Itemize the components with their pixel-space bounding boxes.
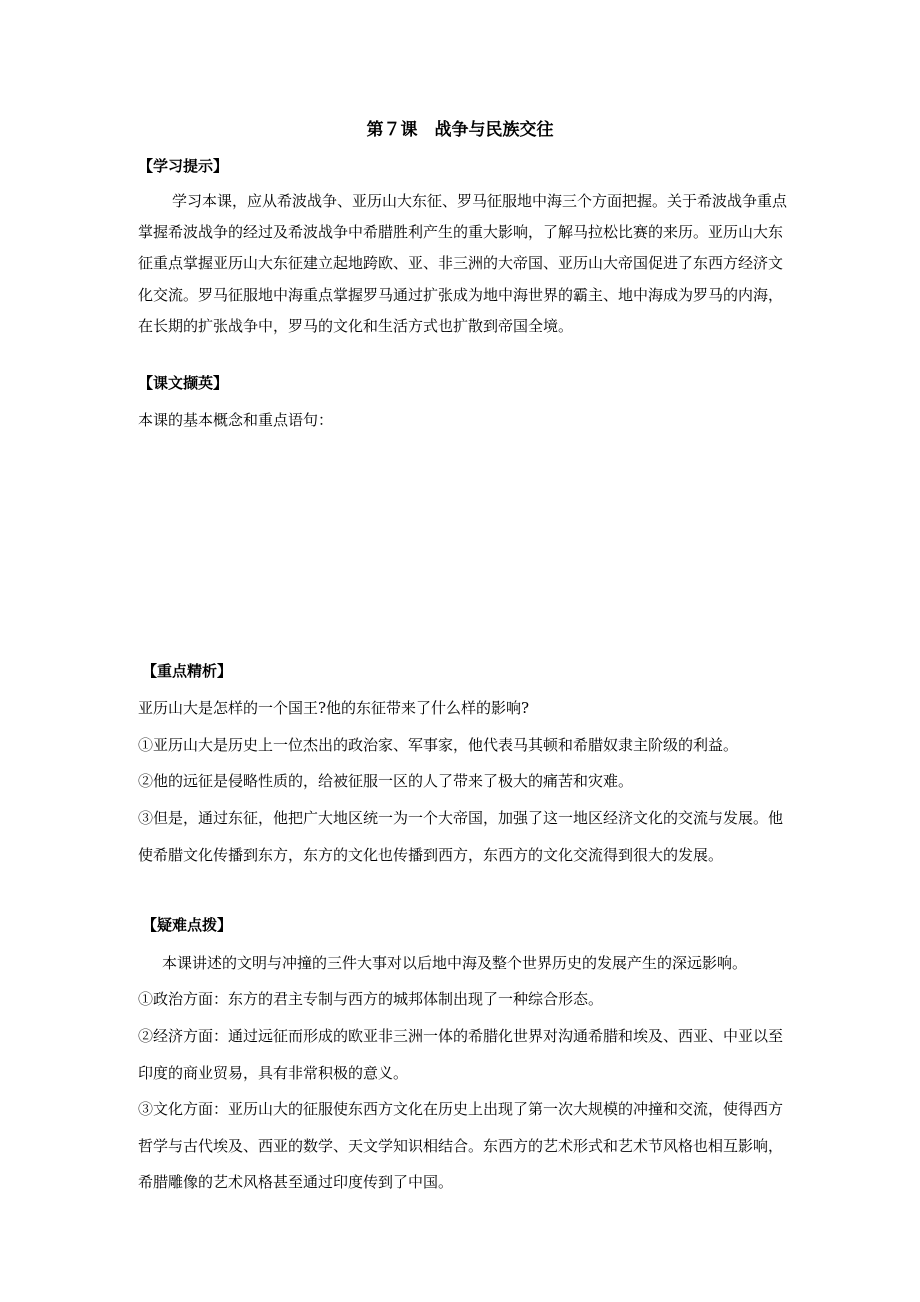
difficulty-point-1: ①政治方面：东方的君主专制与西方的城邦体制出现了一种综合形态。: [138, 990, 604, 1008]
page-title: 第７课 战争与民族交往: [366, 120, 554, 140]
section-heading-key-analysis: 【重点精析】: [142, 662, 233, 680]
key-analysis-question: 亚历山大是怎样的一个国王?他的东征带来了什么样的影响?: [138, 699, 530, 717]
section-heading-difficulty: 【疑难点拨】: [142, 916, 233, 934]
excerpt-text: 本课的基本概念和重点语句：: [138, 411, 334, 429]
section-heading-tips: 【学习提示】: [138, 157, 229, 175]
key-analysis-point-2: ②他的远征是侵略性质的，给被征服一区的人了带来了极大的痛苦和灾难。: [138, 772, 634, 790]
difficulty-intro: 本课讲述的文明与冲撞的三件大事对以后地中海及整个世界历史的发展产生的深远影响。: [162, 954, 748, 972]
difficulty-point-3: ③文化方面：亚历山大的征服使东西方文化在历史上出现了第一次大规模的冲撞和交流，使得西方哲学与古代埃及、西亚的数学、天文学知识相结合。东西方的艺术形式和艺术节风格也相互影响，希腊雕像的艺术风格甚至通过印度传到了中国。: [138, 1100, 784, 1191]
key-analysis-point-3: ③但是，通过东征，他把广大地区统一为一个大帝国，加强了这一地区经济文化的交流与发展。他使希腊文化传播到东方，东方的文化也传播到西方，东西方的文化交流得到很大的发展。: [138, 809, 784, 864]
tips-paragraph: 学习本课，应从希波战争、亚历山大东征、罗马征服地中海三个方面把握。关于希波战争重点掌握希波战争的经过及希波战争中希腊胜利产生的重大影响，了解马拉松比赛的来历。亚历山大东征重点掌握亚历山大东征建立起地跨欧、亚、非三洲的大帝国、亚历山大帝国促进了东西方经济文化交流。罗马征服地中海重点掌握罗马通过扩张成为地中海世界的霸主、地中海成为罗马的内海，在长期的扩张战争中，罗马的文化和生活方式也扩散到帝国全境。: [138, 192, 788, 335]
difficulty-point-2: ②经济方面：通过远征而形成的欧亚非三洲一体的希腊化世界对沟通希腊和埃及、西亚、中亚以至印度的商业贸易，具有非常积极的意义。: [138, 1027, 784, 1082]
key-analysis-point-1: ①亚历山大是历史上一位杰出的政治家、军事家，他代表马其顿和希腊奴隶主阶级的利益。: [138, 736, 739, 754]
section-heading-excerpt: 【课文撷英】: [138, 374, 229, 392]
